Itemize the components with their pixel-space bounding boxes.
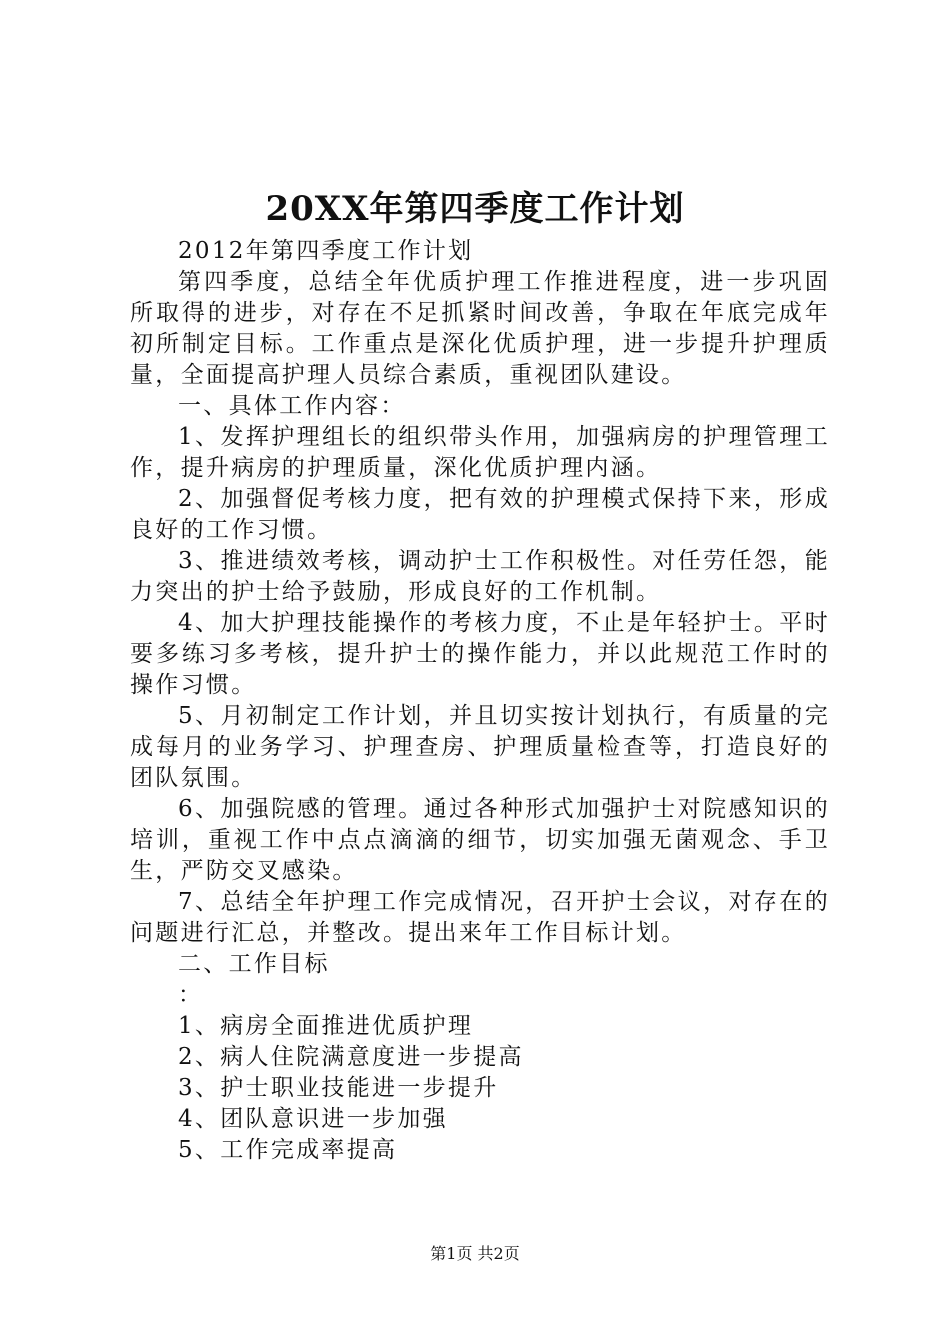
section-heading-work-goals: 二、工作目标 xyxy=(178,951,330,977)
goal-item-2: 2、病人住院满意度进一步提高 xyxy=(178,1044,524,1070)
document-body xyxy=(130,236,830,1166)
work-item-2: 2、加强督促考核力度，把有效的护理模式保持下来，形成良好的工作习惯。 xyxy=(130,486,830,543)
work-item-4: 4、加大护理技能操作的考核力度，不止是年轻护士。平时要多练习多考核，提升护士的操作能力，并以此规范工作时的操作习惯。 xyxy=(130,610,830,698)
work-item-3: 3、推进绩效考核，调动护士工作积极性。对任劳任怨，能力突出的护士给予鼓励，形成良好的工作机制。 xyxy=(130,548,830,605)
goal-item-5: 5、工作完成率提高 xyxy=(178,1137,398,1163)
goal-item-3: 3、护士职业技能进一步提升 xyxy=(178,1075,499,1101)
work-item-7: 7、总结全年护理工作完成情况，召开护士会议，对存在的问题进行汇总，并整改。提出来年工作目标计划。 xyxy=(130,889,830,946)
section-heading-colon: ： xyxy=(178,982,204,1008)
work-item-5: 5、月初制定工作计划，并且切实按计划执行，有质量的完成每月的业务学习、护理查房、护理质量检查等，打造良好的团队氛围。 xyxy=(130,703,830,791)
section-heading-work-content: 一、具体工作内容： xyxy=(178,393,406,419)
work-item-6: 6、加强院感的管理。通过各种形式加强护士对院感知识的培训，重视工作中点点滴滴的细节，切实加强无菌观念、手卫生，严防交叉感染。 xyxy=(130,796,830,884)
page-footer: 第1页 共2页 xyxy=(430,1244,520,1263)
intro-paragraph: 第四季度，总结全年优质护理工作推进程度，进一步巩固所取得的进步，对存在不足抓紧时间改善，争取在年底完成年初所制定目标。工作重点是深化优质护理，进一步提升护理质量，全面提高护理人员综合素质，重视团队建设。 xyxy=(130,269,830,388)
goal-item-1: 1、病房全面推进优质护理 xyxy=(178,1013,474,1039)
document-subtitle: 2012年第四季度工作计划 xyxy=(178,238,474,264)
document-title: 20XX年第四季度工作计划 xyxy=(265,189,685,229)
work-item-1: 1、发挥护理组长的组织带头作用，加强病房的护理管理工作，提升病房的护理质量，深化优质护理内涵。 xyxy=(130,424,830,481)
goal-item-4: 4、团队意识进一步加强 xyxy=(178,1106,448,1132)
